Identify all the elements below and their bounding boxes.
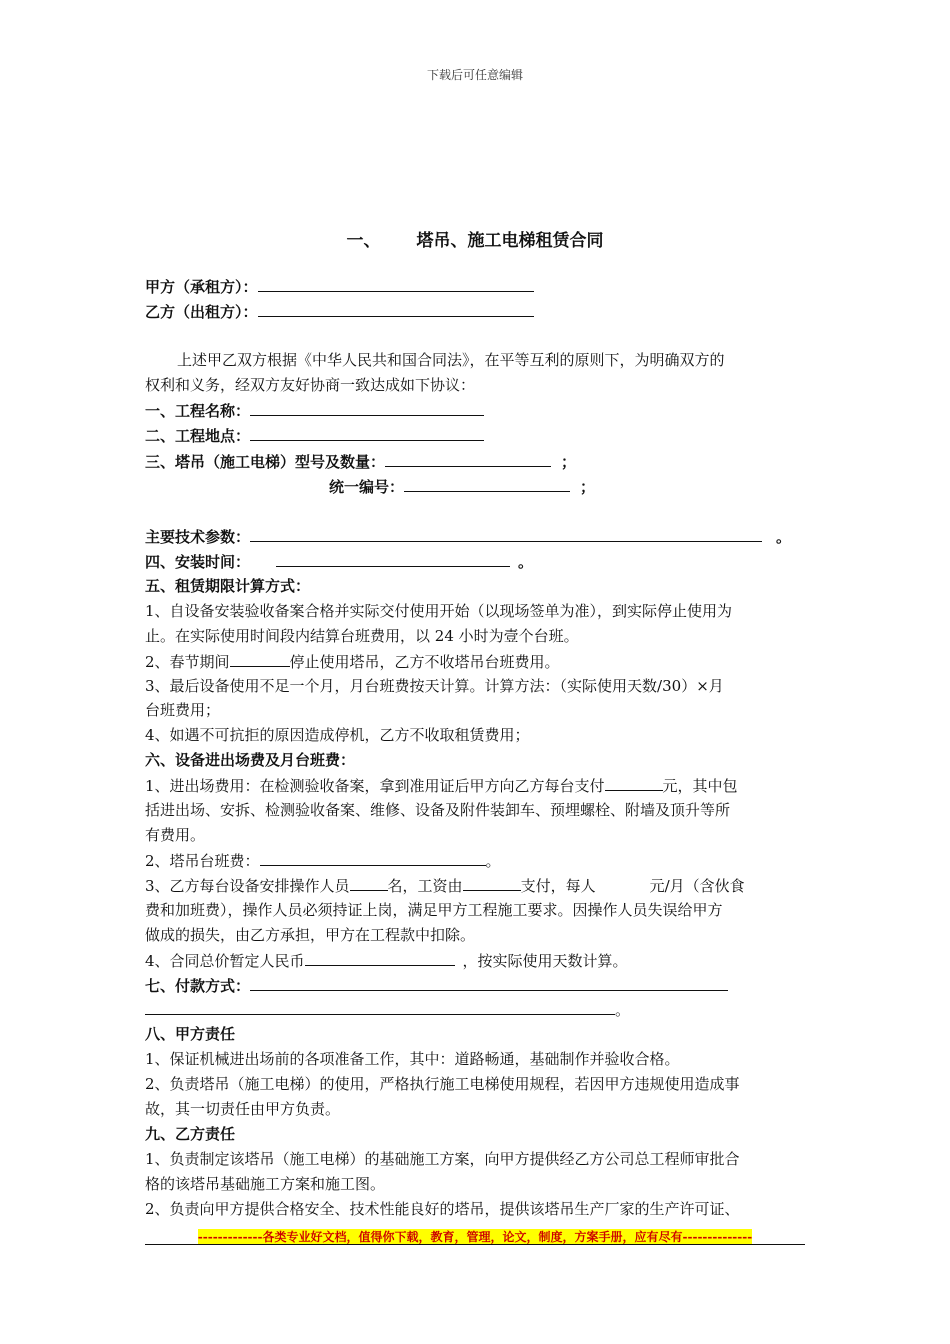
project-location-label: 二、工程地点： [145, 427, 251, 445]
s5-item2-prefix: 2、春节期间 [145, 653, 230, 671]
section-6-heading: 六、设备进出场费及月台班费： [145, 751, 356, 769]
install-time-blank [276, 551, 510, 567]
footer-banner-text: -------------各类专业好文档，值得你下载，教育，管理，论文，制度，方案手册，应有尽有-------------- [197, 1230, 753, 1244]
total-price-blank [305, 950, 455, 966]
payment-method-label: 七、付款方式： [145, 977, 251, 995]
model-quantity-label: 三、塔吊（施工电梯）型号及数量： [145, 453, 386, 471]
s5-item1-line1: 1、自设备安装验收备案合格并实际交付使用开始（以现场签单为准），到实际停止使用为 [145, 602, 733, 620]
s6-item3-line3: 做成的损失，由乙方承担，甲方在工程款中扣除。 [145, 926, 476, 944]
title-text: 塔吊、施工电梯租赁合同 [416, 231, 604, 251]
project-name-blank [250, 400, 484, 416]
footer-banner [145, 1228, 805, 1245]
s8-item2-line1: 2、负责塔吊（施工电梯）的使用，严格执行施工电梯使用规程，若因甲方违规使用造成事 [145, 1075, 740, 1093]
s5-item1-line2: 止。在实际使用时间段内结算台班费用，以 24 小时为壹个台班。 [145, 627, 579, 645]
tech-params-label: 主要技术参数： [145, 528, 251, 546]
s6-item1-line1 [145, 775, 738, 796]
payment-method-blank [250, 975, 728, 991]
wage-payer-blank [463, 875, 521, 891]
s5-item3-line1: 3、最后设备使用不足一个月，月台班费按天计算。计算方法：（实际使用天数/30）×月 [145, 677, 724, 695]
project-name-line [145, 400, 484, 421]
project-name-label: 一、工程名称： [145, 402, 251, 420]
s8-item2-line2: 故，其一切责任由甲方负责。 [145, 1100, 341, 1118]
operator-count-blank [350, 875, 388, 891]
s9-item2-line1: 2、负责向甲方提供合格安全、技术性能良好的塔吊，提供该塔吊生产厂家的生产许可证、 [145, 1200, 740, 1218]
s8-item1: 1、保证机械进出场前的各项准备工作，其中：道路畅通，基础制作并验收合格。 [145, 1050, 680, 1068]
tech-params-dot: 。 [776, 528, 792, 546]
payment-method-line [145, 975, 728, 996]
title-number: 一、 [346, 231, 381, 251]
install-time-line [145, 551, 533, 572]
payment-method-line2 [145, 999, 630, 1020]
entry-fee-blank [605, 775, 663, 791]
s6-item1-suffix: 元，其中包 [662, 777, 738, 795]
tech-params-blank [250, 526, 762, 542]
s6-item3-line2: 费和加班费），操作人员必须持证上岗，满足甲方工程施工要求。因操作人员失误给甲方 [145, 901, 723, 919]
s9-item1-line2: 格的该塔吊基础施工方案和施工图。 [145, 1175, 386, 1193]
party-b-blank [258, 301, 534, 317]
model-quantity-blank [385, 451, 551, 467]
section-9-heading: 九、乙方责任 [145, 1125, 236, 1143]
model-semicolon: ； [561, 453, 577, 471]
crane-shift-fee-dot: 。 [485, 852, 501, 870]
s6-item3-suffix: 元/月（含伙食 [649, 877, 745, 895]
s6-item1-line2: 括进出场、安拆、检测验收备案、维修、设备及附件装卸车、预埋螺栓、附墙及顶升等所 [145, 801, 731, 819]
install-time-dot: 。 [518, 553, 534, 571]
party-a-label: 甲方（承租方）： [145, 278, 258, 296]
party-b-line [145, 301, 534, 322]
code-semicolon: ； [580, 478, 596, 496]
contract-title [0, 226, 950, 251]
s5-item2-suffix: 停止使用塔吊，乙方不收塔吊台班费用。 [289, 653, 560, 671]
payment-method-blank-2 [145, 999, 615, 1015]
s9-item1-line1: 1、负责制定该塔吊（施工电梯）的基础施工方案，向甲方提供经乙方公司总工程师审批合 [145, 1150, 740, 1168]
s6-item3-prefix: 3、乙方每台设备安排操作人员 [145, 877, 350, 895]
project-location-blank [250, 425, 484, 441]
section-5-heading: 五、租赁期限计算方式： [145, 577, 311, 595]
s6-item1-prefix: 1、进出场费用：在检测验收备案，拿到准用证后甲方向乙方每台支付 [145, 777, 605, 795]
unified-code-line [329, 476, 595, 497]
s6-item2 [145, 850, 501, 871]
s6-item4-prefix: 4、合同总价暂定人民币 [145, 952, 305, 970]
spring-festival-blank [230, 651, 290, 667]
s6-item1-line3: 有费用。 [145, 826, 206, 844]
s6-item4-suffix: ，按实际使用天数计算。 [462, 952, 628, 970]
intro-line-1: 上述甲乙双方根据《中华人民共和国合同法》，在平等互利的原则下，为明确双方的 [177, 351, 725, 369]
section-8-heading: 八、甲方责任 [145, 1025, 236, 1043]
unified-code-blank [404, 476, 570, 492]
page-header: 下载后可任意编辑 [426, 68, 523, 82]
s6-item3-mid1: 名，工资由 [387, 877, 463, 895]
intro-line-2: 权利和义务，经双方友好协商一致达成如下协议： [145, 376, 476, 394]
footer-rule [145, 1244, 805, 1245]
s6-item3-mid2: 支付，每人 [520, 877, 596, 895]
project-location-line [145, 425, 484, 446]
s6-item3-line1 [145, 875, 745, 896]
s5-item2 [145, 651, 560, 672]
payment-method-dot: 。 [615, 1001, 631, 1019]
crane-shift-fee-label: 2、塔吊台班费： [145, 852, 260, 870]
crane-shift-fee-blank [260, 850, 486, 866]
install-time-label: 四、安装时间： [145, 553, 251, 571]
tech-params-line [145, 526, 791, 547]
model-quantity-line [145, 451, 576, 472]
unified-code-label: 统一编号： [329, 478, 405, 496]
s6-item4 [145, 950, 628, 971]
s5-item4: 4、如遇不可抗拒的原因造成停机，乙方不收取租赁费用； [145, 726, 530, 744]
party-a-blank [258, 276, 534, 292]
s5-item3-line2: 台班费用； [145, 701, 221, 719]
party-b-label: 乙方（出租方）： [145, 303, 258, 321]
party-a-line [145, 276, 534, 297]
